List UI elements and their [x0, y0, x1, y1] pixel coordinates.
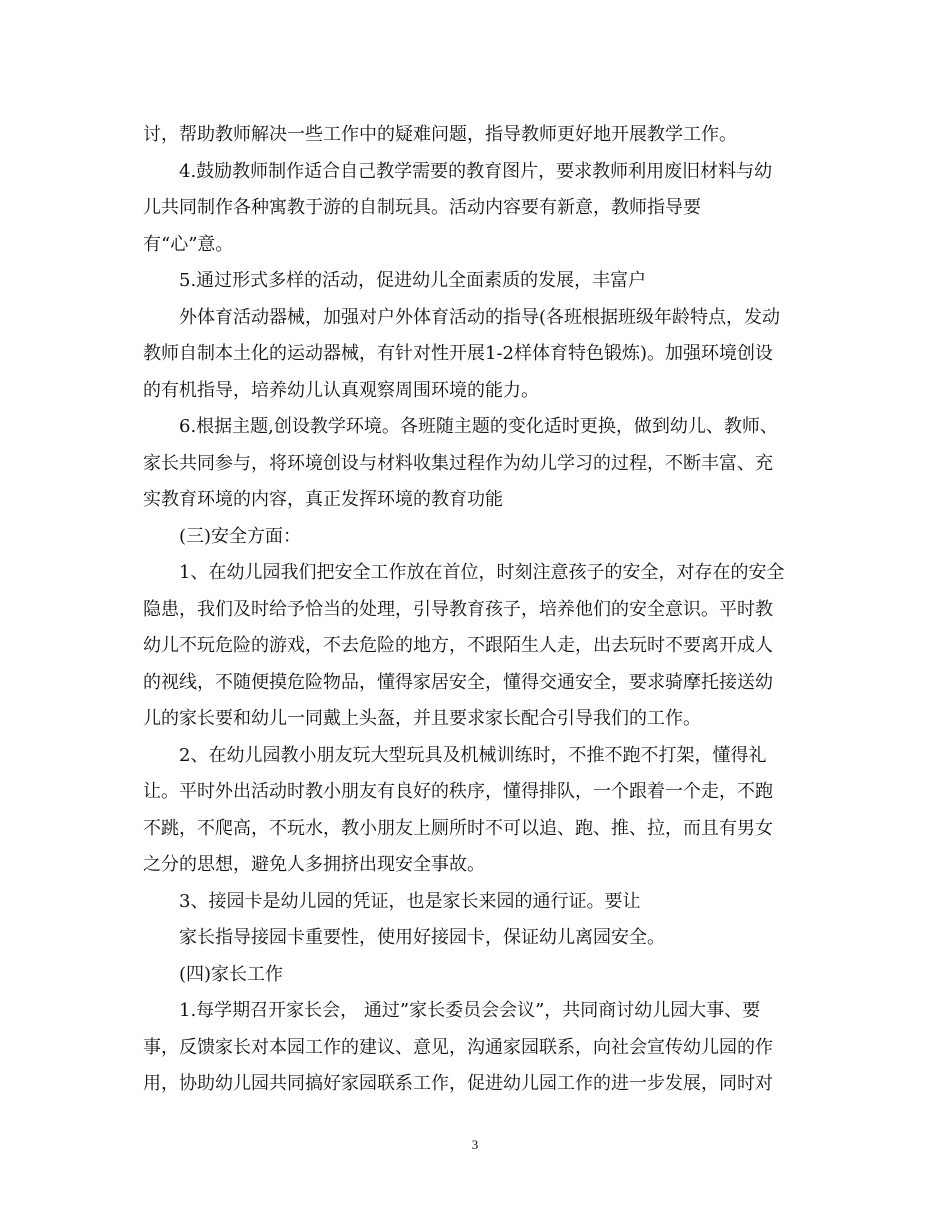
text-line: 教师自制本土化的运动器械，有针对性开展1-2样体育特色锻炼)。加强环境创设	[143, 343, 774, 364]
text-line: 5.通过形式多样的活动，促进幼儿全面素质的发展，丰富户	[179, 270, 647, 291]
text-line: 3、接园卡是幼儿园的凭证，也是家长来园的通行证。要让	[179, 890, 641, 912]
text-line: 实教育环境的内容，真正发挥环境的教育功能	[143, 489, 503, 510]
text-line: 儿的家长要和幼儿一同戴上头盔，并且要求家长配合引导我们的工作。	[143, 708, 701, 729]
text-line: 事，反馈家长对本园工作的建议、意见，沟通家园联系，向社会宣传幼儿园的作	[143, 1036, 773, 1058]
text-line: 4.鼓励教师制作适合自己教学需要的教育图片，要求教师利用废旧材料与幼	[179, 160, 773, 182]
document-body	[143, 117, 808, 1103]
text-line: 不跳，不爬高，不玩水，教小朋友上厕所时不可以追、跑、推、拉，而且有男女	[143, 817, 773, 839]
text-line: 有“心”意。	[143, 233, 234, 255]
text-line: 幼儿不玩危险的游戏，不去危险的地方，不跟陌生人走，出去玩时不要离开成人	[143, 635, 773, 656]
text-line: 儿共同制作各种寓教于游的自制玩具。活动内容要有新意，教师指导要	[143, 197, 701, 218]
text-line: 1、在幼儿园我们把安全工作放在首位，时刻注意孩子的安全，对存在的安全	[179, 562, 785, 583]
text-line: 的有机指导，培养幼儿认真观察周围环境的能力。	[143, 379, 539, 401]
text-line: 用，协助幼儿园共同搞好家园联系工作，促进幼儿园工作的进一步发展，同时对	[143, 1073, 773, 1094]
text-line: 外体育活动器械，加强对户外体育活动的指导(各班根据班级年龄特点，发动	[179, 306, 781, 328]
text-line: 6.根据主题,创设教学环境。各班随主题的变化适时更换，做到幼儿、教师、	[179, 416, 778, 437]
text-line: 2、在幼儿园教小朋友玩大型玩具及机械训练时，不推不跑不打架，懂得礼	[179, 744, 767, 766]
page-number: 3	[471, 1137, 479, 1152]
text-line: 1.每学期召开家长会， 通过”家长委员会会议”，共同商讨幼儿园大事、要	[179, 1000, 761, 1021]
text-line: 家长共同参与，将环境创设与材料收集过程作为幼儿学习的过程，不断丰富、充	[143, 452, 773, 474]
text-line: (三)安全方面：	[179, 525, 302, 547]
text-line: 让。平时外出活动时教小朋友有良好的秩序，懂得排队，一个跟着一个走，不跑	[143, 781, 773, 802]
text-line: (四)家长工作	[179, 963, 284, 985]
text-line: 家长指导接园卡重要性，使用好接园卡，保证幼儿离园安全。	[179, 927, 665, 948]
text-line: 隐患，我们及时给予恰当的处理，引导教育孩子，培养他们的安全意识。平时教	[143, 598, 773, 620]
text-line: 讨，帮助教师解决一些工作中的疑难问题，指导教师更好地开展教学工作。	[143, 124, 737, 145]
text-line: 之分的思想，避免人多拥挤出现安全事故。	[143, 854, 485, 875]
text-line: 的视线，不随便摸危险物品，懂得家居安全，懂得交通安全，要求骑摩托接送幼	[143, 671, 773, 693]
